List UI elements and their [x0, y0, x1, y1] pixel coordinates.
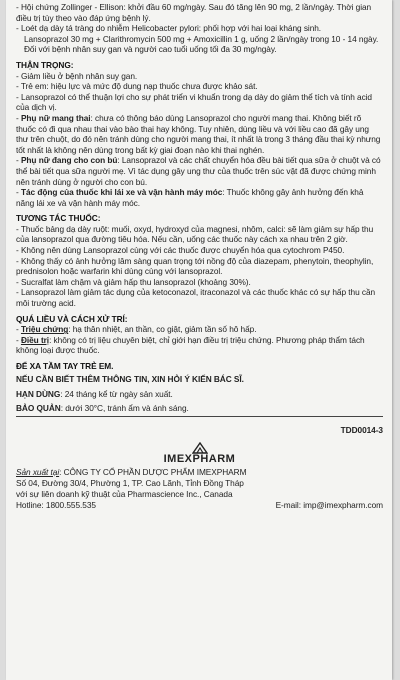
shelf-life-value: : 24 tháng kể từ ngày sản xuất. [60, 389, 173, 400]
storage-value: : dưới 30°C, tránh ẩm và ánh sáng. [60, 402, 189, 413]
combination-regimen: Lansoprazol 30 mg + Clarithromycin 500 mg + Amoxicillin 1 g, uống 2 lần/ngày trong 10 - 14 ngày. [24, 33, 379, 44]
interaction-item: - Thuốc bảng dạ dày ruột: muối, oxyd, hydroxyd của magnesi, nhôm, calci: sẽ làm giảm sự hấp thu của lansoprazol qua đường tiêu hóa. Nếu cần, uống các thuốc này cách xa nhau trên 2 giờ. [16, 224, 383, 245]
storage [16, 403, 383, 414]
keep-away-notice: ĐỂ XA TẦM TAY TRẺ EM. [16, 361, 114, 371]
shelf-life-label: HẠN DÙNG [16, 389, 61, 400]
lactation-note [16, 155, 383, 187]
symptom-label: Triệu chứng [20, 324, 69, 335]
elderly-dosage: Đối với bệnh nhân suy gan và người cao tuổi uống tối đa 30 mg/ngày. [24, 44, 277, 55]
manufacturer-license: với sự liên doanh kỹ thuật của Pharmascience Inc., Canada [16, 488, 233, 499]
email: E-mail: imp@imexpharm.com [275, 499, 383, 510]
pregnancy-label: Phụ nữ mang thai [20, 112, 91, 123]
manufacturer-label: Sản xuất tại [16, 466, 60, 477]
treatment-text: : không có trị liệu chuyên biệt, chỉ giới hạn điều trị triệu chứng. Phương pháp thẩm tách không loại được thuốc. [16, 334, 365, 356]
logo-wordmark: IMEXPHARM [163, 452, 236, 465]
manufacturer-line [16, 467, 383, 478]
precautions-heading: THẬN TRỌNG: [16, 59, 74, 70]
precaution-item: - Trẻ em: hiệu lực và mức độ dung nạp thuốc chưa được khảo sát. [16, 81, 383, 92]
lactation-label: Phụ nữ đang cho con bú [20, 155, 118, 166]
symptom-text: : hạ thân nhiệt, an thần, co giật, giảm tần số hô hấp. [68, 324, 257, 335]
manufacturer-name: : CÔNG TY CỔ PHẦN DƯỢC PHẨM IMEXPHARM [59, 466, 247, 477]
helicobacter-dosage [16, 23, 383, 34]
precaution-item: - Lansoprazol có thể thuận lợi cho sự phát triển vi khuẩn trong dạ dày do giảm thể tích và tính acid của dịch vị. [16, 92, 383, 113]
leaflet-sheet [6, 0, 392, 680]
driving-text: : Thuốc không gây ảnh hưởng đến khả năng lái xe và vận hành máy móc. [16, 187, 364, 208]
overdose-symptoms [16, 324, 383, 335]
consult-doctor-notice: NẾU CẦN BIẾT THÊM THÔNG TIN, XIN HỎI Ý KIẾN BÁC SĨ. [16, 373, 244, 384]
divider [16, 416, 383, 417]
zollinger-dosage: - Hội chứng Zollinger - Ellison: khởi đầu 60 mg/ngày. Sau đó tăng lên 90 mg, 2 lần/ngày. Thời gian điều trị tùy theo vào đáp ứng bệnh lý. [16, 2, 383, 23]
treatment-label: Điều trị [20, 334, 50, 345]
interaction-item: - Không thấy có ảnh hưởng lâm sàng quan trọng tới nồng độ của diazepam, phenytoin, theophylin, prednisolon hoặc warfarin khi dùng cùng với lansoprazol. [16, 256, 383, 277]
manufacturer-info [16, 467, 383, 511]
shelf-life [16, 389, 383, 400]
leaflet-content [6, 0, 392, 511]
interaction-item: - Sucralfat làm chậm và giảm hấp thu lansoprazol (khoảng 30%). [16, 277, 383, 288]
lactation-text: : Lansoprazol và các chất chuyển hóa đều bài tiết qua sữa ở chuột và có thể bài tiết qua sữa người mẹ. Vì tác dụng gây ung thư của thuốc trên súc vật đã được chứng minh nên tránh dùng ở người cho con bú. [16, 155, 381, 187]
overdose-treatment [16, 335, 383, 356]
driving-note [16, 187, 383, 208]
company-logo [16, 442, 383, 465]
interaction-item: - Lansoprazol làm giảm tác dụng của ketoconazol, itraconazol và các thuốc khác có sự hấp thu cần môi trường acid. [16, 287, 383, 308]
pregnancy-note [16, 113, 383, 155]
contact-row [16, 500, 383, 511]
storage-label: BẢO QUẢN [16, 402, 61, 413]
precaution-item: - Giảm liều ở bệnh nhân suy gan. [16, 71, 383, 82]
pregnancy-text: : chưa có thông báo dùng Lansoprazol cho người mang thai. Không biết rõ thuốc có đi qua nhau thai vào bào thai hay không. Tuy nhiên, dùng liều và với liều cao đã gây ung thư trên chuột, do đó nên tránh dùng cho người mang thai, ít nhất là trong 3 tháng đầu thai kỳ nhưng tốt nhất là không nên dùng trong bất kỳ giai đoạn nào khi thai nghén. [16, 112, 381, 155]
interaction-item: - Không nên dùng Lansoprazol cùng với các thuốc được chuyển hóa qua cytochrom P450. [16, 245, 383, 256]
hotline: Hotline: 1800.555.535 [16, 499, 96, 510]
document-code: TDD0014-3 [340, 425, 383, 436]
manufacturer-address: Số 04, Đường 30/4, Phường 1, TP. Cao Lãnh, Tỉnh Đồng Tháp [16, 477, 244, 488]
helicobacter-text: Loét dạ dày tá tràng do nhiễm Helicobacter pylori: phối hợp với hai loại kháng sinh. [20, 23, 322, 34]
interactions-heading: TƯƠNG TÁC THUỐC: [16, 213, 101, 224]
driving-label: Tác động của thuốc khi lái xe và vận hành máy móc [20, 187, 223, 198]
overdose-heading: QUÁ LIỀU VÀ CÁCH XỬ TRÍ: [16, 313, 128, 324]
